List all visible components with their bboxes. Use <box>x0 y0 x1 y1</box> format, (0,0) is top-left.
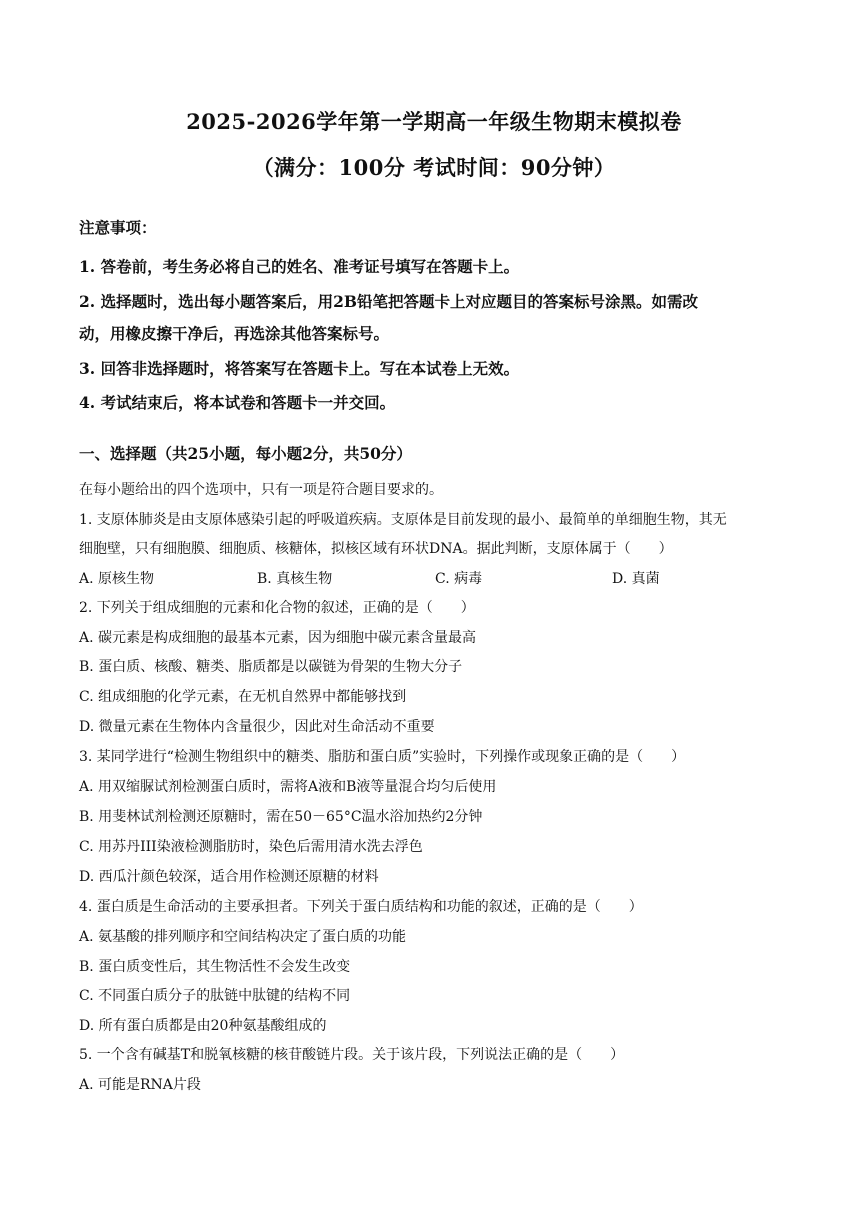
section-instruction: 在每小题给出的四个选项中，只有一项是符合题目要求的。 <box>79 482 443 498</box>
q2-option-a: A. 碳元素是构成细胞的最基本元素，因为细胞中碳元素含量最高 <box>79 630 477 646</box>
q1-stem-line2: 细胞壁，只有细胞膜、细胞质、核糖体，拟核区域有环状DNA。据此判断，支原体属于（ ） <box>79 541 673 557</box>
exam-title: 2025-2026学年第一学期高一年级生物期末模拟卷 <box>186 109 682 134</box>
q1-option-c: C. 病毒 <box>435 571 483 587</box>
notice-item-3: 3. 回答非选择题时，将答案写在答题卡上。写在本试卷上无效。 <box>79 359 520 378</box>
q2-option-c: C. 组成细胞的化学元素，在无机自然界中都能够找到 <box>79 689 407 705</box>
q3-option-a: A. 用双缩脲试剂检测蛋白质时，需将A液和B液等量混合均匀后使用 <box>79 779 497 795</box>
exam-subtitle: （满分：100分 考试时间：90分钟） <box>252 155 616 180</box>
q1-option-a: A. 原核生物 <box>79 571 155 587</box>
q3-stem: 3. 某同学进行“检测生物组织中的糖类、脂肪和蛋白质”实验时，下列操作或现象正确的是（ ） <box>79 749 686 765</box>
q5-stem: 5. 一个含有碱基T和脱氧核糖的核苷酸链片段。关于该片段，下列说法正确的是（ ） <box>79 1047 625 1063</box>
q4-stem: 4. 蛋白质是生命活动的主要承担者。下列关于蛋白质结构和功能的叙述，正确的是（ ） <box>79 899 643 915</box>
q1-stem-line1: 1. 支原体肺炎是由支原体感染引起的呼吸道疾病。支原体是目前发现的最小、最简单的单细胞生物，其无 <box>79 512 727 528</box>
notice-item-2: 2. 选择题时，选出每小题答案后，用2B铅笔把答题卡上对应题目的答案标号涂黑。如需改 <box>79 292 698 311</box>
q1-option-d: D. 真菌 <box>612 571 660 587</box>
q3-option-c: C. 用苏丹III染液检测脂肪时，染色后需用清水洗去浮色 <box>79 839 423 855</box>
q4-option-a: A. 氨基酸的排列顺序和空间结构决定了蛋白质的功能 <box>79 929 407 945</box>
q5-option-a: A. 可能是RNA片段 <box>79 1077 201 1093</box>
q1-option-b: B. 真核生物 <box>257 571 333 587</box>
q4-option-d: D. 所有蛋白质都是由20种氨基酸组成的 <box>79 1018 327 1034</box>
notice-item-2-cont: 动，用橡皮擦干净后，再选涂其他答案标号。 <box>79 324 390 343</box>
q2-option-d: D. 微量元素在生物体内含量很少，因此对生命活动不重要 <box>79 719 435 735</box>
q4-option-c: C. 不同蛋白质分子的肽链中肽键的结构不同 <box>79 988 351 1004</box>
notice-item-1: 1. 答卷前，考生务必将自己的姓名、准考证号填写在答题卡上。 <box>79 257 520 276</box>
section-heading: 一、选择题（共25小题，每小题2分，共50分） <box>79 444 412 463</box>
notice-heading: 注意事项： <box>79 218 157 237</box>
notice-item-4: 4. 考试结束后，将本试卷和答题卡一并交回。 <box>79 393 396 412</box>
q2-option-b: B. 蛋白质、核酸、糖类、脂质都是以碳链为骨架的生物大分子 <box>79 659 463 675</box>
q2-stem: 2. 下列关于组成细胞的元素和化合物的叙述，正确的是（ ） <box>79 600 475 616</box>
q3-option-b: B. 用斐林试剂检测还原糖时，需在50－65°C温水浴加热约2分钟 <box>79 809 483 825</box>
q3-option-d: D. 西瓜汁颜色较深，适合用作检测还原糖的材料 <box>79 869 379 885</box>
q4-option-b: B. 蛋白质变性后，其生物活性不会发生改变 <box>79 959 351 975</box>
